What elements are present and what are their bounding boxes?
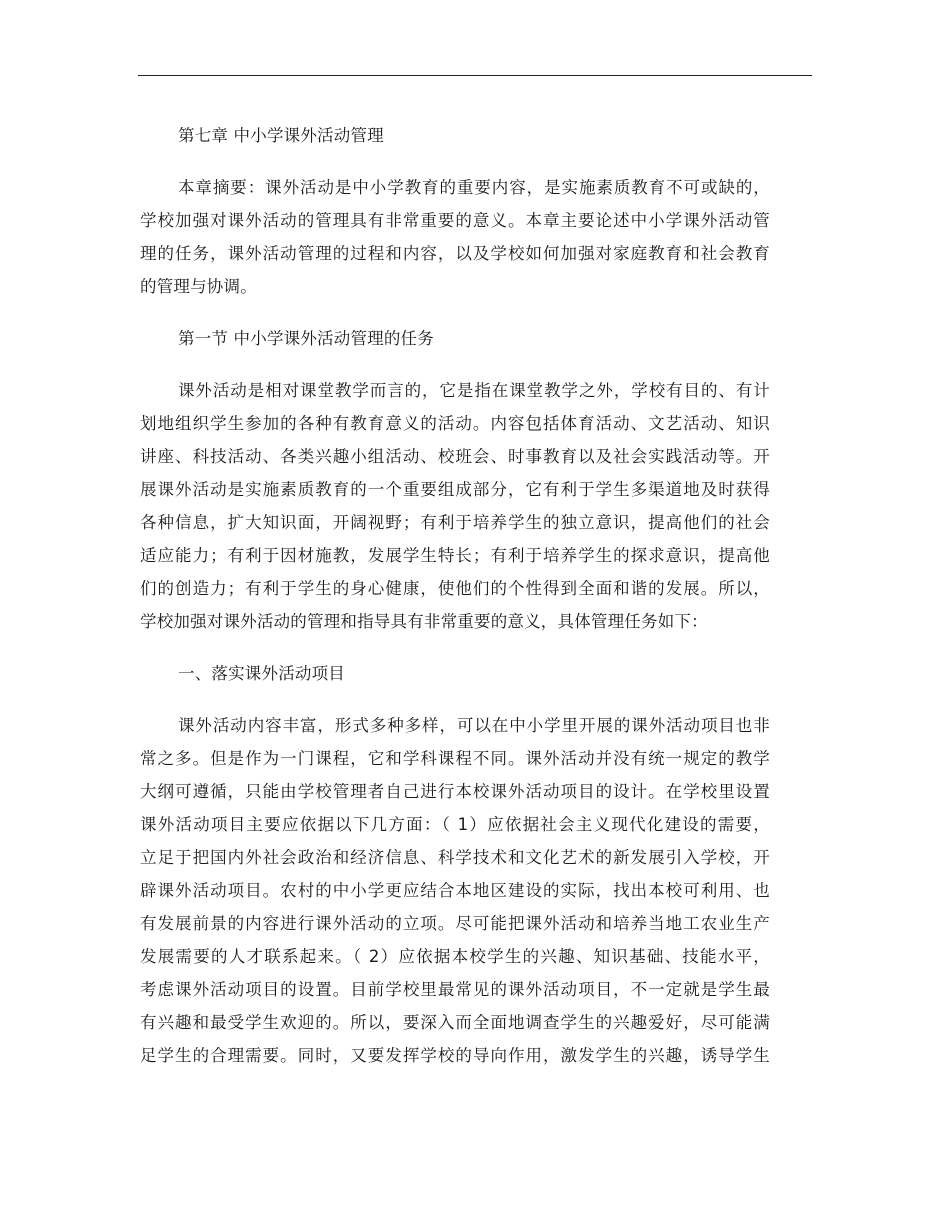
paragraph-line: 课外活动项目主要应依据以下几方面：（ 1）应依据社会主义现代化建设的需要，	[140, 815, 770, 834]
paragraph-line: 展课外活动是实施素质教育的一个重要组成部分，它有利于学生多渠道地及时获得	[140, 480, 770, 499]
abstract-line: 学校加强对课外活动的管理具有非常重要的意义。本章主要论述中小学课外活动管	[140, 211, 770, 230]
subsection-title-block	[140, 657, 770, 690]
paragraph-line: 有兴趣和最受学生欢迎的。所以，要深入而全面地调查学生的兴趣爱好，尽可能满	[140, 1013, 770, 1032]
paragraph-line: 辟课外活动项目。农村的中小学更应结合本地区建设的实际，找出本校可利用、也	[140, 881, 770, 900]
subsection-paragraph	[140, 709, 770, 1072]
section-title: 第一节 中小学课外活动管理的任务	[178, 329, 434, 348]
header-rule	[138, 75, 812, 76]
paragraph-line: 课外活动是相对课堂教学而言的，它是指在课堂教学之外，学校有目的、有计	[178, 381, 770, 400]
paragraph-line: 足学生的合理需要。同时，又要发挥学校的导向作用，激发学生的兴趣，诱导学生	[140, 1046, 770, 1065]
chapter-title-block	[140, 119, 770, 152]
paragraph-line: 讲座、科技活动、各类兴趣小组活动、校班会、时事教育以及社会实践活动等。开	[140, 447, 770, 466]
paragraph-line: 大纲可遵循，只能由学校管理者自己进行本校课外活动项目的设计。在学校里设置	[140, 782, 770, 801]
abstract-line: 的管理与协调。	[140, 277, 257, 296]
paragraph-line: 课外活动内容丰富，形式多种多样，可以在中小学里开展的课外活动项目也非	[178, 716, 770, 735]
section-paragraph	[140, 374, 770, 638]
paragraph-line: 适应能力；有利于因材施教，发展学生特长；有利于培养学生的探求意识，提高他	[140, 546, 770, 565]
abstract-line: 理的任务，课外活动管理的过程和内容，以及学校如何加强对家庭教育和社会教育	[140, 244, 770, 263]
paragraph-line: 学校加强对课外活动的管理和指导具有非常重要的意义，具体管理任务如下：	[140, 612, 708, 631]
chapter-title: 第七章 中小学课外活动管理	[178, 126, 384, 145]
document-body	[140, 119, 770, 1091]
abstract-line: 本章摘要：课外活动是中小学教育的重要内容，是实施素质教育不可或缺的，	[178, 178, 770, 197]
paragraph-line: 划地组织学生参加的各种有教育意义的活动。内容包括体育活动、文艺活动、知识	[140, 414, 770, 433]
section-title-block	[140, 322, 770, 355]
paragraph-line: 考虑课外活动项目的设置。目前学校里最常见的课外活动项目，不一定就是学生最	[140, 980, 770, 999]
paragraph-line: 有发展前景的内容进行课外活动的立项。尽可能把课外活动和培养当地工农业生产	[140, 914, 770, 933]
chapter-abstract	[140, 171, 770, 303]
subsection-title: 一、落实课外活动项目	[178, 664, 345, 683]
paragraph-line: 发展需要的人才联系起来。（ 2）应依据本校学生的兴趣、知识基础、技能水平，	[140, 947, 770, 966]
paragraph-line: 们的创造力；有利于学生的身心健康，使他们的个性得到全面和谐的发展。所以，	[140, 579, 770, 598]
paragraph-line: 各种信息，扩大知识面，开阔视野；有利于培养学生的独立意识，提高他们的社会	[140, 513, 770, 532]
paragraph-line: 立足于把国内外社会政治和经济信息、科学技术和文化艺术的新发展引入学校，开	[140, 848, 770, 867]
paragraph-line: 常之多。但是作为一门课程，它和学科课程不同。课外活动并没有统一规定的教学	[140, 749, 770, 768]
